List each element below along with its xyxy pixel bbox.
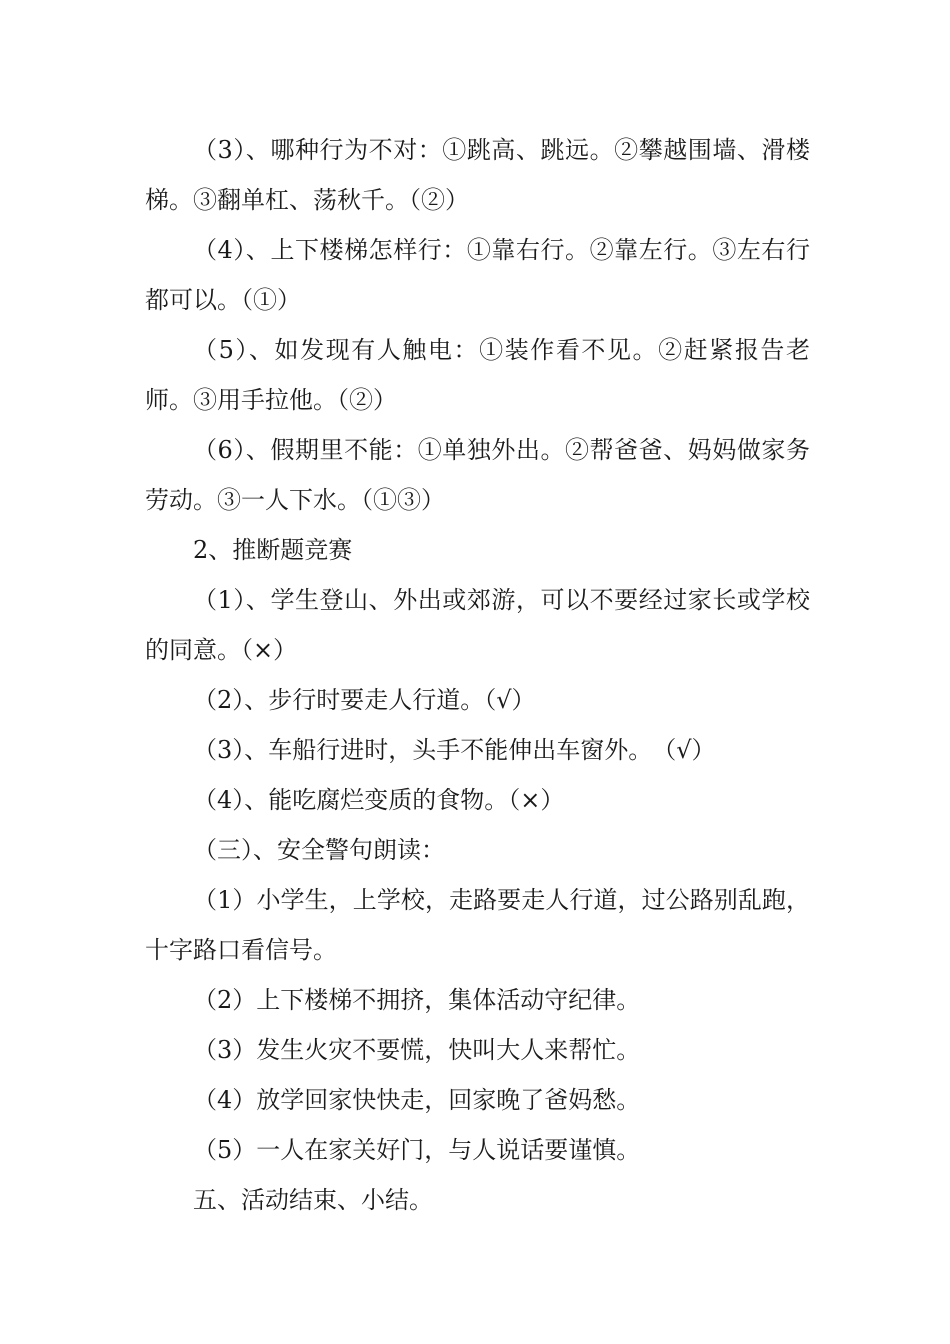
slogan-4-paragraph: （4）放学回家快快走，回家晚了爸妈愁。 [193, 1086, 641, 1114]
judgement-2-paragraph: （2）、步行时要走人行道。（√） [193, 686, 536, 714]
section-judgement-heading: 2、推断题竞赛 [193, 536, 353, 564]
judgement-4-paragraph: （4）、能吃腐烂变质的食物。（×） [193, 786, 565, 814]
slogan-3-paragraph: （3）发生火灾不要慌，快叫大人来帮忙。 [193, 1036, 641, 1064]
document-body [145, 125, 810, 1225]
question-5-paragraph: （5）、如发现有人触电：①装作看不见。②赶紧报告老师。③用手拉他。（②） [145, 336, 810, 414]
question-3-paragraph: （3）、哪种行为不对：①跳高、跳远。②攀越围墙、滑楼梯。③翻单杠、荡秋千。（②） [145, 136, 810, 214]
section-slogans-heading: （三）、安全警句朗读： [193, 836, 445, 864]
slogan-1-paragraph: （1）小学生，上学校，走路要走人行道，过公路别乱跑，十字路口看信号。 [145, 886, 810, 964]
question-4-paragraph: （4）、上下楼梯怎样行：①靠右行。②靠左行。③左右行都可以。（①） [145, 236, 810, 314]
slogan-2-paragraph: （2）上下楼梯不拥挤，集体活动守纪律。 [193, 986, 641, 1014]
judgement-3-paragraph: （3）、车船行进时，头手不能伸出车窗外。 （√） [193, 736, 716, 764]
question-6-paragraph: （6）、假期里不能：①单独外出。②帮爸爸、妈妈做家务劳动。③一人下水。（①③） [145, 436, 810, 514]
slogan-5-paragraph: （5）一人在家关好门，与人说话要谨慎。 [193, 1136, 641, 1164]
judgement-1-paragraph: （1）、学生登山、外出或郊游，可以不要经过家长或学校的同意。（×） [145, 586, 810, 664]
section-closing-heading: 五、活动结束、小结。 [193, 1186, 433, 1214]
